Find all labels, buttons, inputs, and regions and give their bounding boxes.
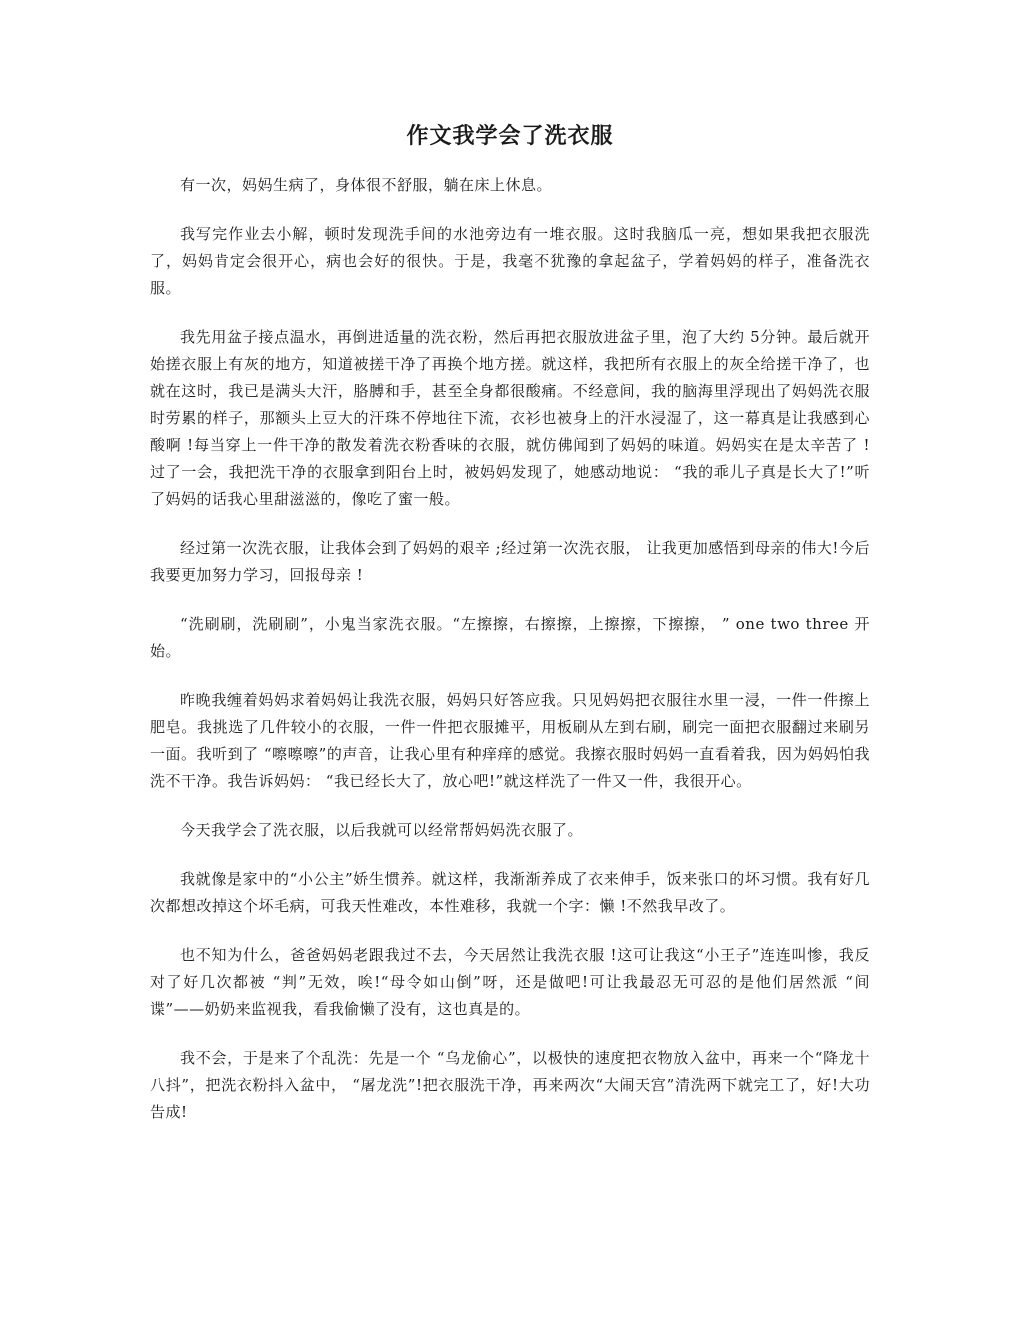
paragraph: 我先用盆子接点温水，再倒进适量的洗衣粉，然后再把衣服放进盆子里，泡了大约 5分钟。最后就开始搓衣服上有灰的地方，知道被搓干净了再换个地方搓。就这样，我把所有衣服上的灰全给搓干净了，也就在这时，我已是满头大汗，胳膊和手，甚至全身都很酸痛。不经意间，我的脑海里浮现出了妈妈洗衣服时劳累的样子，那额头上豆大的汗珠不停地往下流，衣衫也被身上的汗水浸湿了，这一幕真是让我感到心酸啊 !每当穿上一件干净的散发着洗衣粉香味的衣服，就仿佛闻到了妈妈的味道。妈妈实在是太辛苦了 !过了一会，我把洗干净的衣服拿到阳台上时，被妈妈发现了，她感动地说： “我的乖儿子真是长大了!”听了妈妈的话我心里甜滋滋的，像吃了蜜一般。 — [150, 328, 870, 508]
document-page — [150, 118, 870, 1148]
document-body — [150, 172, 870, 1126]
paragraph: 昨晚我缠着妈妈求着妈妈让我洗衣服，妈妈只好答应我。只见妈妈把衣服往水里一浸，一件一件擦上肥皂。我挑选了几件较小的衣服，一件一件把衣服摊平，用板刷从左到右刷，刷完一面把衣服翻过来刷另一面。我听到了 “嚓嚓嚓”的声音，让我心里有种痒痒的感觉。我擦衣服时妈妈一直看着我，因为妈妈怕我洗不干净。我告诉妈妈： “我已经长大了，放心吧!”就这样洗了一件又一件，我很开心。 — [150, 691, 870, 790]
paragraph: 也不知为什么，爸爸妈妈老跟我过不去，今天居然让我洗衣服 !这可让我这“小王子”连连叫惨，我反对了好几次都被 “判”无效，唉!“母令如山倒”呀，还是做吧!可让我最忍无可忍的是他们居然派 “间谍”——奶奶来监视我，看我偷懒了没有，这也真是的。 — [150, 946, 870, 1018]
paragraph: 今天我学会了洗衣服，以后我就可以经常帮妈妈洗衣服了。 — [180, 821, 584, 839]
document-title: 作文我学会了洗衣服 — [406, 123, 614, 149]
paragraph: 经过第一次洗衣服，让我体会到了妈妈的艰辛 ;经过第一次洗衣服， 让我更加感悟到母亲的伟大!今后我要更加努力学习，回报母亲 ! — [150, 539, 870, 584]
paragraph: 有一次，妈妈生病了，身体很不舒服，躺在床上休息。 — [180, 176, 553, 194]
paragraph: 我就像是家中的“小公主”娇生惯养。就这样，我渐渐养成了衣来伸手，饭来张口的坏习惯。我有好几次都想改掉这个坏毛病，可我天性难改，本性难移，我就一个字：懒 !不然我早改了。 — [150, 870, 870, 915]
paragraph: 我不会，于是来了个乱洗：先是一个 “乌龙偷心”，以极快的速度把衣物放入盆中，再来一个“降龙十八抖”，把洗衣粉抖入盆中， “屠龙洗”!把衣服洗干净，再来两次“大闹天宫”清洗两下就完工了，好!大功告成! — [150, 1049, 870, 1121]
paragraph: “洗刷刷，洗刷刷”，小鬼当家洗衣服。“左擦擦，右擦擦，上擦擦，下擦擦， ” one two three 开始。 — [150, 615, 870, 660]
paragraph: 我写完作业去小解，顿时发现洗手间的水池旁边有一堆衣服。这时我脑瓜一亮，想如果我把衣服洗了，妈妈肯定会很开心，病也会好的很快。于是，我毫不犹豫的拿起盆子，学着妈妈的样子，准备洗衣服。 — [150, 225, 870, 297]
